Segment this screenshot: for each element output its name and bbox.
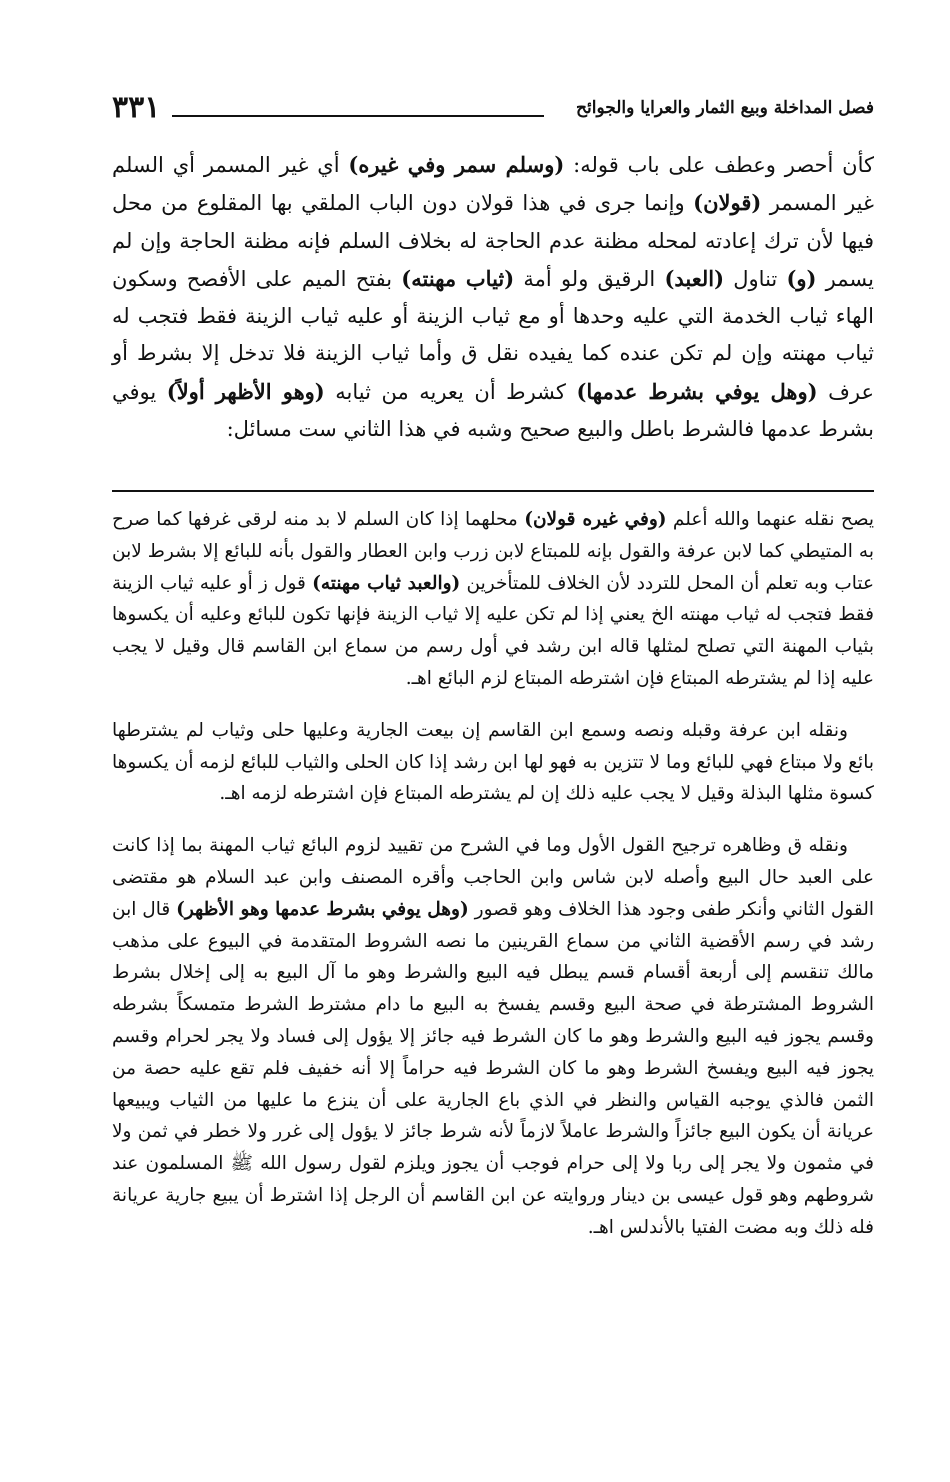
note-paragraph: [112, 830, 874, 1243]
page-number: ٣٣١: [112, 90, 161, 125]
text-segment: الرقيق ولو أمة: [514, 266, 665, 291]
text-segment: (وهل يوفي بشرط عدمها): [576, 378, 818, 404]
text-segment: تناول: [724, 266, 787, 291]
text-segment: (قولان): [693, 190, 762, 216]
text-segment: ونقله ابن عرفة وقبله ونصه وسمع ابن القاسم إن بيعت الجارية وعليها حلى وثياب لم يشترطها بائع ولا مبتاع فهي للبائع وما لا تتزين به فهو لها ابن رشد إذا كان الحلى والثياب للبائع لزمه أن يكسوها كسوة مثلها البذلة وقيل لا يجب عليه ذلك إن لم يشترطه المبتاع فإن اشترطه لزمه اهـ.: [112, 719, 874, 805]
text-segment: بفتح الميم على الأفصح وسكون الهاء ثياب الخدمة التي عليه وحدها أو مع ثياب الزينة أو عليه ثياب الزينة فقط فتجب له ثياب مهنته وإن لم تكن عنده كما يفيده نقل ق وأما ثياب الزينة فلا تدخل إلا بشرط أو عرف: [112, 266, 874, 404]
text-segment: قول ز أو عليه ثياب الزينة فقط فتجب له ثياب مهنته الخ يعني إذا لم تكن عليه إلا ثياب الزينة فإنها تكون للبائع وعليه أن يكسوها بثياب المهنة التي تصلح لمثلها قاله ابن رشد في أول رسم من سماع ابن القاسم قال وقيل لا يجب عليه إذا لم يشترطه المبتاع فإن اشترطه المبتاع لزم البائع اهـ.: [112, 572, 874, 689]
text-segment: (العبد): [664, 265, 725, 291]
text-segment: (والعبد ثياب مهنته): [312, 572, 461, 594]
main-text: [112, 146, 874, 448]
note-paragraph: [112, 504, 874, 695]
commentary-notes: [112, 504, 874, 1264]
text-segment: كشرط أن يعريه من ثيابه: [324, 379, 577, 404]
running-header: [112, 88, 874, 128]
text-segment: محلهما إذا كان السلم لا بد منه لرقى غرفها كما صرح به المتيطي كما لابن عرفة والقول بإنه للمبتاع لابن زرب وابن العطار والقول بأنه للبائع إلا بشرط لابن عتاب وبه تعلم أن المحل للتردد لأن الخلاف للمتأخرين: [112, 509, 875, 594]
text-segment: ونقله ق وظاهره ترجيح القول الأول وما في الشرح من تقييد لزوم البائع ثياب المهنة بما إذا كانت على العبد حال البيع وأصله لابن شاس وابن الحاجب وأقره المصنف وابن عبد السلام هو مقتضى القول الثاني وأنكر طفى وجود هذا الخلاف وهو قصور: [112, 835, 874, 920]
text-segment: كأن أحصر وعطف على باب قوله:: [564, 153, 875, 177]
text-segment: وإنما جرى في هذا قولان دون الباب الملقي بها المقلوع من محل فيها لأن ترك إعادته لمحله مظنة عدم الحاجة له بخلاف السلم فإنه مظنة الحاجة وإن لم يسمر: [112, 191, 874, 291]
main-paragraph: [112, 146, 874, 448]
text-segment: (ثياب مهنته): [401, 265, 515, 291]
note-paragraph: [112, 715, 874, 810]
text-segment: (وفي غيره قولان): [524, 509, 667, 530]
text-segment: (وهو الأظهر أولاً): [166, 378, 325, 404]
text-segment: أي غير المسمر أي السلم غير المسمر: [112, 153, 875, 216]
header-rule: [172, 115, 544, 117]
text-segment: (و): [786, 265, 817, 291]
text-segment: (وسلم سمر وفي غيره): [348, 152, 565, 177]
chapter-title: فصل المداخلة وبيع الثمار والعرايا والجوائح: [576, 98, 874, 118]
text-segment: قال ابن رشد في رسم الأقضية الثاني من سماع القرينين ما نصه الشروط المتقدمة في البيوع على مذهب مالك تنقسم إلى أربعة أقسام قسم يبطل فيه البيع والشرط وهو ما آل البيع به إلى إخلال بشرط الشروط المشترطة في صحة البيع وقسم يفسخ به البيع ما دام مشترط الشرط متمسكاً بشرطه وقسم يجوز فيه البيع والشرط وهو ما كان الشرط فيه جائز إلا يؤول إلى فساد ولا يجر لحرام وقسم يجوز فيه البيع ويفسخ الشرط وهو ما كان الشرط فيه حراماً إلا أنه خفيف فلم تقع عليه حصة من الثمن فالذي يوجبه القياس والنظر في الذي باع الجارية على أن ينزع ما عليها من الثياب ويبيعها عريانة أن يكون البيع جائزاً والشرط عاملاً لازماً لأنه شرط جائز لا يؤول إلى غرر ولا خطر في ثمن ولا في مثمون ولا يجر إلى ربا ولا إلى حرام فوجب أن يجوز ويلزم لقول رسول الله ﷺ المسلمون عند شروطهم وهو قول عيسى بن دينار وروايته عن ابن القاسم أن الرجل إذا اشترط أن يبيع جارية عريانة فله ذلك وبه مضت الفتيا بالأندلس اهـ.: [112, 898, 874, 1238]
text-segment: يصح نقله عنهما والله أعلم: [666, 509, 875, 530]
text-segment: يوفي بشرط عدمها فالشرط باطل والبيع صحيح وشبه في هذا الثاني ست مسائل:: [112, 379, 874, 442]
footnote-divider: [112, 490, 874, 492]
text-segment: (وهل يوفي بشرط عدمها وهو الأظهر): [176, 898, 469, 920]
